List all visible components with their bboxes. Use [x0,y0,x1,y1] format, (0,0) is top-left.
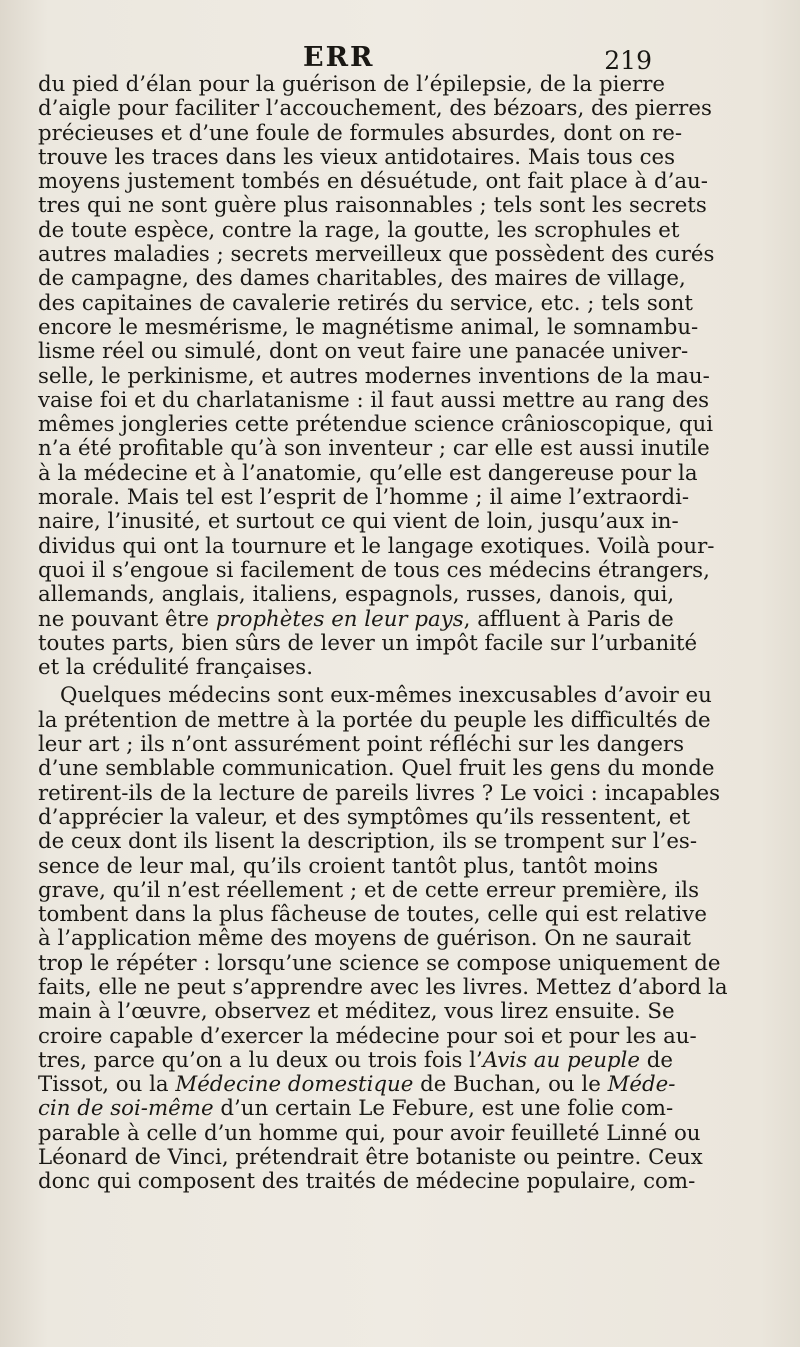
text-line: tres, parce qu’on a lu deux ou trois fois l’Avis au peuple de [38,1047,673,1073]
text-line: encore le mesmérisme, le magnétisme animal, le somnambu- [38,314,699,340]
text-line: la prétention de mettre à la portée du peuple les difficultés de [38,707,711,733]
text-line: naire, l’inusité, et surtout ce qui vient de loin, jusqu’aux in- [38,509,679,535]
text-line: n’a été profitable qu’à son inventeur ; car elle est aussi inutile [38,436,710,462]
text-line: grave, qu’il n’est réellement ; et de cette erreur première, ils [38,877,700,903]
text-line: quoi il s’engoue si facilement de tous ces médecins étrangers, [38,557,710,583]
paragraph [38,683,728,1195]
text-line: sence de leur mal, qu’ils croient tantôt plus, tantôt moins [38,853,659,879]
text-line: Léonard de Vinci, prétendrait être botaniste ou peintre. Ceux [38,1145,703,1171]
text-line: tres qui ne sont guère plus raisonnables ; tels sont les secrets [38,193,707,219]
text-line: trop le répéter : lorsqu’une science se compose uniquement de [38,950,721,976]
text-line: ne pouvant être prophètes en leur pays, affluent à Paris de [38,606,674,632]
text-line: retirent-ils de la lecture de pareils livres ? Le voici : incapables [38,780,721,806]
text-line: d’apprécier la valeur, et des symptômes qu’ils ressentent, et [38,804,691,830]
text-line: à l’application même des moyens de guérison. On ne saurait [38,926,691,952]
text-line: mêmes jongleries cette prétendue science crânioscopique, qui [38,412,714,438]
text-line: précieuses et d’une foule de formules absurdes, dont on re- [38,120,683,146]
text-line: leur art ; ils n’ont assurément point réfléchi sur les dangers [38,732,685,758]
text-line: et la crédulité françaises. [38,655,313,681]
text-line: lisme réel ou simulé, dont on veut faire une panacée univer- [38,339,689,365]
text-line: de ceux dont ils lisent la description, ils se trompent sur l’es- [38,829,698,855]
text-line: Tissot, ou la Médecine domestique de Buchan, ou le Méde- [38,1072,676,1098]
text-line: de toute espèce, contre la rage, la goutte, les scrophules et [38,217,680,243]
text-line: autres maladies ; secrets merveilleux que possèdent des curés [38,242,715,268]
running-head: ERR [303,42,375,73]
text-line: des capitaines de cavalerie retirés du service, etc. ; tels sont [38,290,693,316]
text-line: d’aigle pour faciliter l’accouchement, des bézoars, des pierres [38,96,712,122]
text-line: selle, le perkinisme, et autres modernes inventions de la mau- [38,363,710,389]
text-line: du pied d’élan pour la guérison de l’épilepsie, de la pierre [38,72,666,97]
text-line: faits, elle ne peut s’apprendre avec les livres. Mettez d’abord la [38,974,728,1000]
text-line: moyens justement tombés en désuétude, ont fait place à d’au- [38,169,708,195]
body-text [38,72,728,1195]
text-line: toutes parts, bien sûrs de lever un impôt facile sur l’urbanité [38,630,698,656]
text-line: d’une semblable communication. Quel fruit les gens du monde [38,756,715,782]
text-line: morale. Mais tel est l’esprit de l’homme ; il aime l’extraordi- [38,485,690,511]
italic-title: Avis au peuple [482,1047,640,1073]
page-number: 219 [604,46,652,75]
text-line: de campagne, des dames charitables, des maires de village, [38,266,686,292]
italic-title: prophètes en leur pays [215,606,464,632]
text-line: Quelques médecins sont eux-mêmes inexcusables d’avoir eu [60,683,712,709]
italic-title: Médecine domestique [175,1072,414,1098]
text-line: donc qui composent des traités de médecine populaire, com- [38,1169,696,1195]
text-line: vaise foi et du charlatanisme : il faut aussi mettre au rang des [38,387,710,413]
paragraph [38,72,715,681]
text-line: trouve les traces dans les vieux antidotaires. Mais tous ces [38,144,676,170]
text-line: parable à celle d’un homme qui, pour avoir feuilleté Linné ou [38,1120,701,1146]
text-line: à la médecine et à l’anatomie, qu’elle est dangereuse pour la [38,460,698,486]
text-line: dividus qui ont la tournure et le langage exotiques. Voilà pour- [38,533,715,559]
text-line: allemands, anglais, italiens, espagnols, russes, danois, qui, [38,582,675,608]
text-line: cin de soi-même d’un certain Le Febure, est une folie com- [38,1096,674,1122]
italic-title: cin de soi-même [38,1096,214,1122]
text-line: croire capable d’exercer la médecine pour soi et pour les au- [38,1023,697,1049]
italic-title: Méde- [607,1072,676,1098]
text-line: main à l’œuvre, observez et méditez, vous lirez ensuite. Se [38,999,675,1025]
text-line: tombent dans la plus fâcheuse de toutes, celle qui est relative [38,902,707,928]
